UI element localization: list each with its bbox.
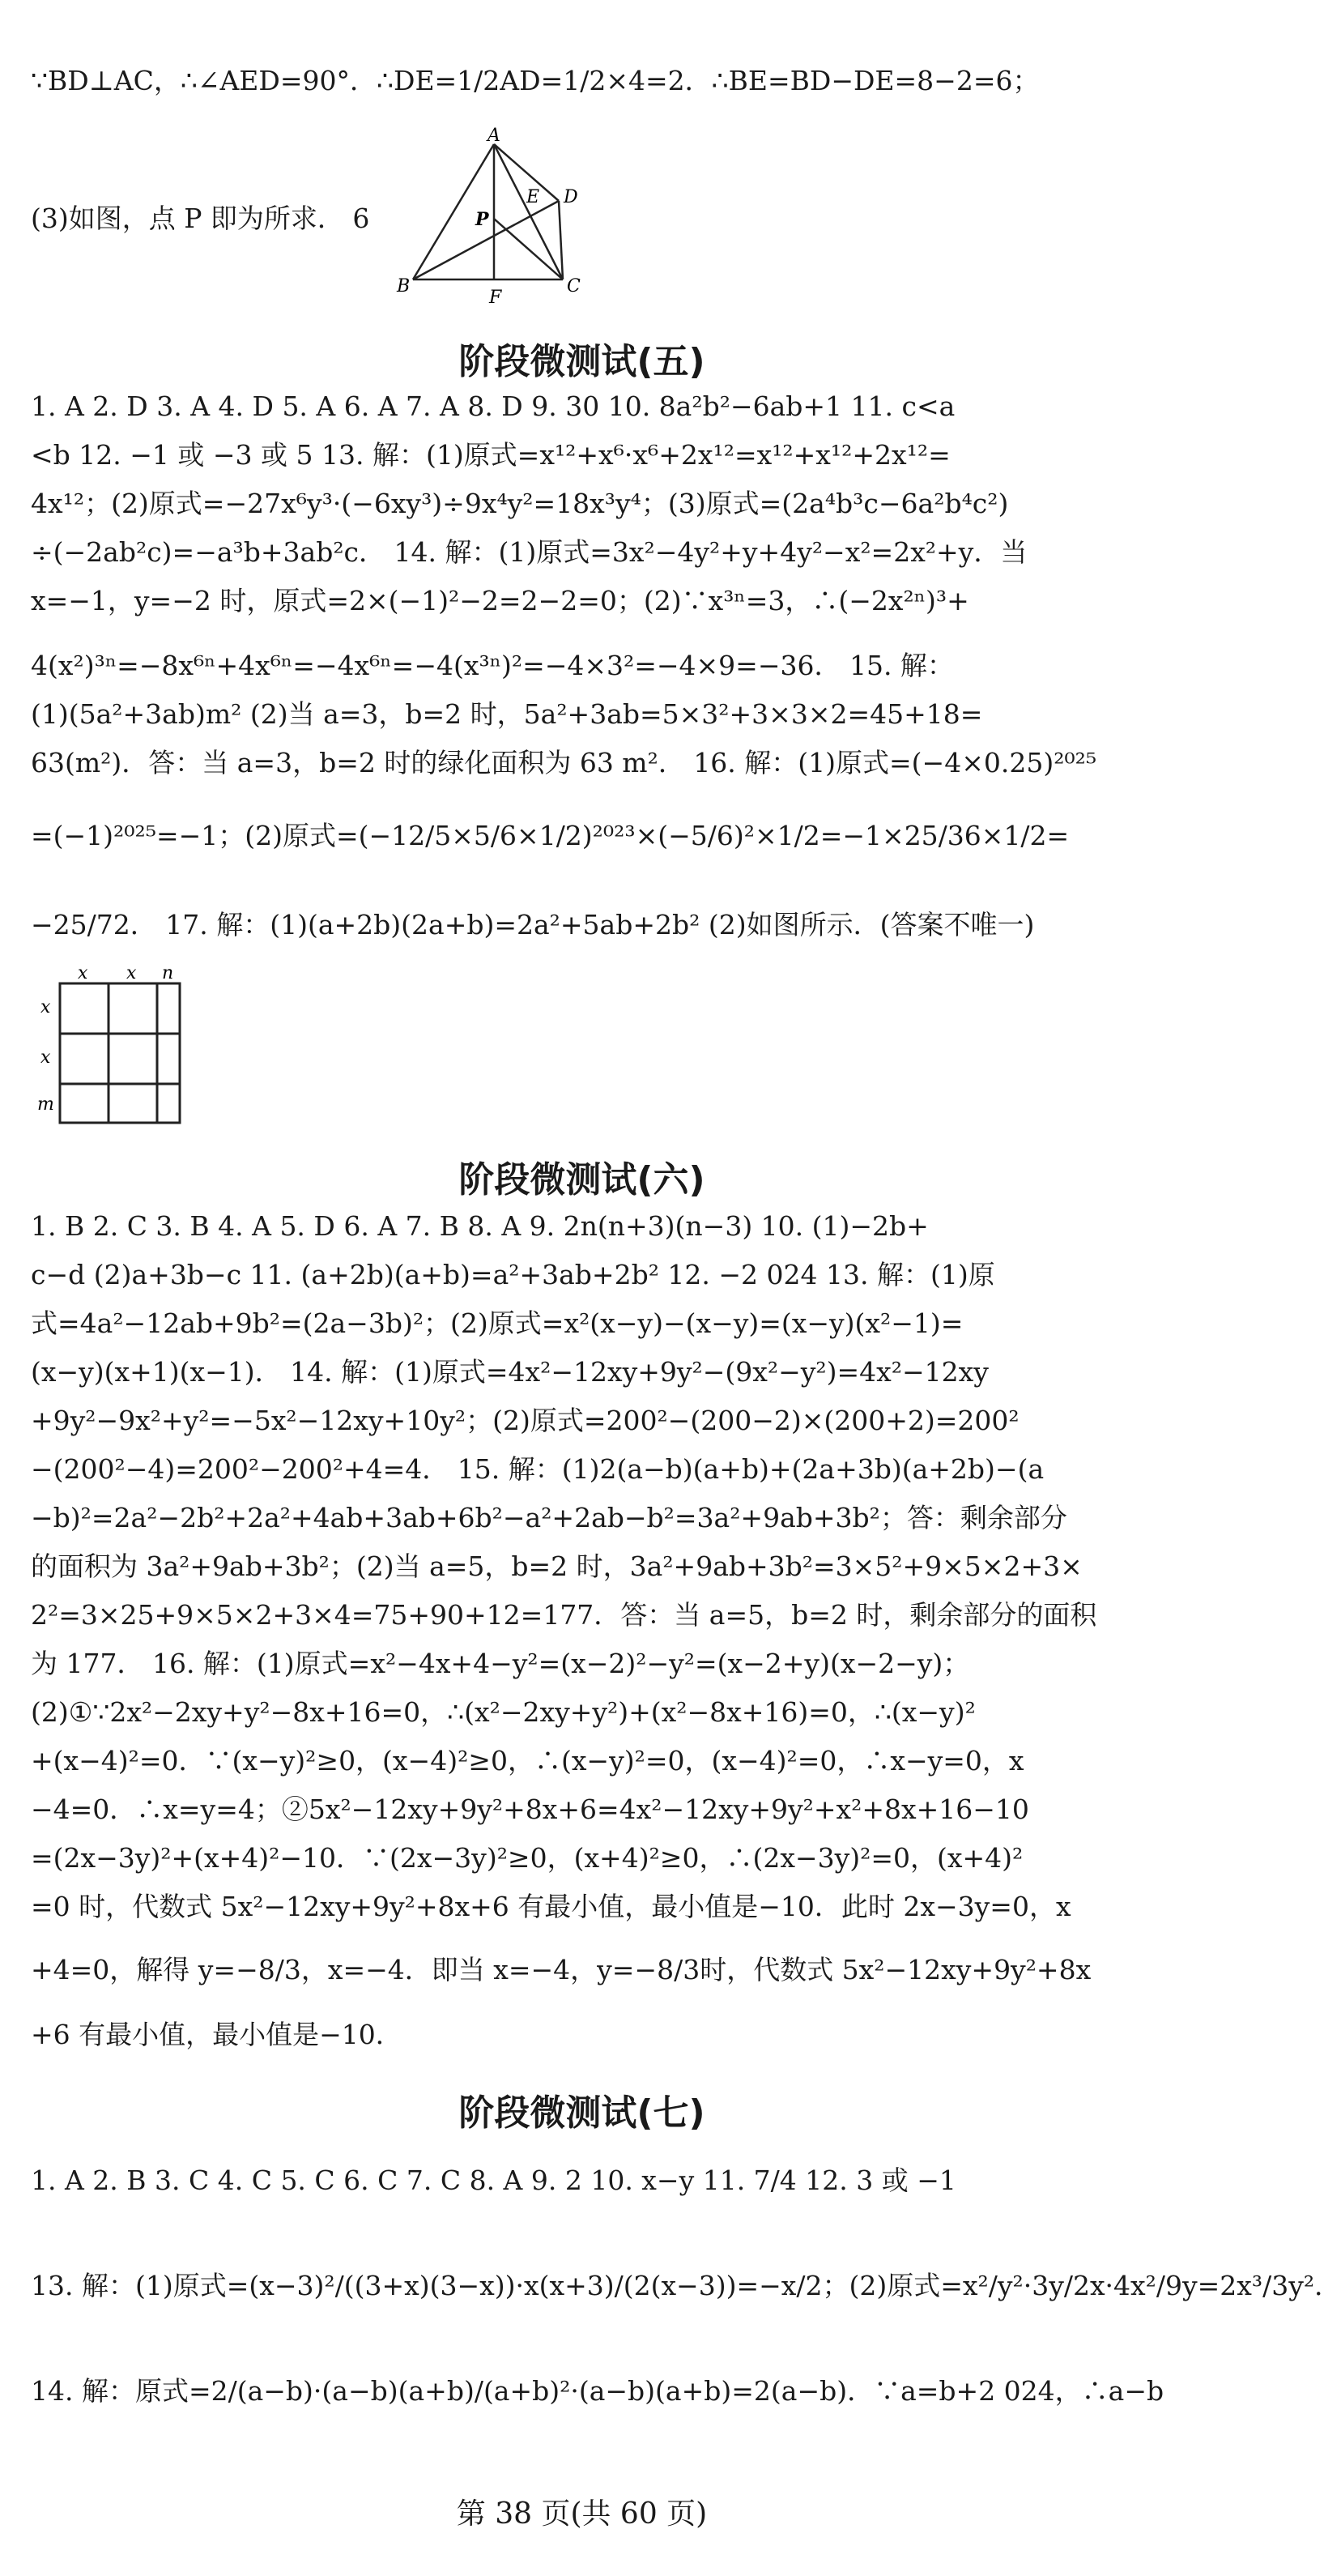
text-line: 14. 解：原式=2/(a−b)·(a−b)(a+b)/(a+b)²·(a−b)(a+b)=2(a−b)．∵a=b+2 024，∴a−b: [31, 2375, 1164, 2407]
text-line: ∵BD⊥AC，∴∠AED=90°．∴DE=1/2AD=1/2×4=2．∴BE=BD−DE=8−2=6；: [31, 65, 1040, 96]
text-line: +6 有最小值，最小值是−10．: [31, 2019, 402, 2050]
text-line: =(−1)²⁰²⁵=−1；(2)原式=(−12/5×5/6×1/2)²⁰²³×(−5/6)²×1/2=−1×25/36×1/2=: [31, 820, 1070, 851]
label-B: B: [397, 276, 411, 296]
text-line: 为 177． 16. 解：(1)原式=x²−4x+4−y²=(x−2)²−y²=(x−2+y)(x−2−y)；: [31, 1648, 970, 1679]
text-line: +(x−4)²=0．∵(x−y)²≥0，(x−4)²≥0，∴(x−y)²=0，(x−4)²=0，∴x−y=0，x: [31, 1745, 1024, 1776]
text-line: −(200²−4)=200²−200²+4=4． 15. 解：(1)2(a−b)(a+b)+(2a+3b)(a+2b)−(a: [31, 1453, 1045, 1485]
text-line: 4(x²)³ⁿ=−8x⁶ⁿ+4x⁶ⁿ=−4x⁶ⁿ=−4(x³ⁿ)²=−4×3²=−4×9=−36． 15. 解：: [31, 650, 954, 681]
section-title-5: 阶段微测试(五): [458, 341, 705, 382]
text-line: (2)①∵2x²−2xy+y²−8x+16=0，∴(x²−2xy+y²)+(x²−8x+16)=0，∴(x−y)²: [31, 1696, 976, 1728]
text-line: −4=0．∴x=y=4；②5x²−12xy+9y²+8x+6=4x²−12xy+9y²+x²+8x+16−10: [31, 1793, 1029, 1825]
grid-left-label: x: [40, 997, 51, 1017]
text-line: 63(m²)．答：当 a=3，b=2 时的绿化面积为 63 m²． 16. 解：(1)原式=(−4×0.25)²⁰²⁵: [31, 747, 1097, 778]
text-line: 1. A 2. B 3. C 4. C 5. C 6. C 7. C 8. A 9. 2 10. x−y 11. 7/4 12. 3 或 −1: [31, 2164, 956, 2196]
label-D: D: [564, 187, 578, 207]
grid-top-label: x: [78, 963, 88, 983]
text-line: 1. A 2. D 3. A 4. D 5. A 6. A 7. A 8. D 9. 30 10. 8a²b²−6ab+1 11. c<a: [31, 390, 956, 422]
geometry-figure: [397, 126, 599, 316]
grid-top-label: x: [126, 963, 137, 983]
text-line: x=−1，y=−2 时，原式=2×(−1)²−2=2−2=0；(2)∵x³ⁿ=3，∴(−2x²ⁿ)³+: [31, 585, 969, 616]
text-line: ÷(−2ab²c)=−a³b+3ab²c． 14. 解：(1)原式=3x²−4y²+y+4y²−x²=2x²+y．当: [31, 536, 1028, 568]
grid-top-label: n: [162, 963, 174, 983]
text-line: 2²=3×25+9×5×2+3×4=75+90+12=177．答：当 a=5，b=2 时，剩余部分的面积: [31, 1599, 1097, 1631]
text-line: −b)²=2a²−2b²+2a²+4ab+3ab+6b²−a²+2ab−b²=3a²+9ab+3b²；答：剩余部分: [31, 1502, 1067, 1533]
text-line: 13. 解：(1)原式=(x−3)²/((3+x)(3−x))·x(x+3)/(2(x−3))=−x/2；(2)原式=x²/y²·3y/2x·4x²/9y=2x³/3y²．: [31, 2270, 1341, 2301]
text-line: −25/72． 17. 解：(1)(a+2b)(2a+b)=2a²+5ab+2b² (2)如图所示．(答案不唯一): [31, 909, 1035, 940]
text-line: c−d (2)a+3b−c 11. (a+2b)(a+b)=a²+3ab+2b² 12. −2 024 13. 解：(1)原: [31, 1259, 995, 1290]
label-A: A: [487, 126, 500, 146]
text-line: (1)(5a²+3ab)m² (2)当 a=3，b=2 时，5a²+3ab=5×3²+3×3×2=45+18=: [31, 698, 983, 730]
label-F: F: [489, 288, 502, 308]
text-line: <b 12. −1 或 −3 或 5 13. 解：(1)原式=x¹²+x⁶·x⁶+2x¹²=x¹²+x¹²+2x¹²=: [31, 439, 951, 471]
text-line: 的面积为 3a²+9ab+3b²；(2)当 a=5，b=2 时，3a²+9ab+3b²=3×5²+9×5×2+3×: [31, 1550, 1083, 1582]
label-P: P: [475, 209, 489, 230]
page-footer: 第 38 页(共 60 页): [456, 2497, 708, 2531]
label-C: C: [567, 276, 581, 296]
grid-left-label: m: [37, 1094, 54, 1115]
section-title-6: 阶段微测试(六): [458, 1159, 705, 1201]
text-line: =0 时，代数式 5x²−12xy+9y²+8x+6 有最小值，最小值是−10．此时 2x−3y=0，x: [31, 1891, 1071, 1922]
text-line: +4=0，解得 y=−8/3，x=−4．即当 x=−4，y=−8/3时，代数式 5x²−12xy+9y²+8x: [31, 1954, 1092, 1985]
text-line: 1. B 2. C 3. B 4. A 5. D 6. A 7. B 8. A 9. 2n(n+3)(n−3) 10. (1)−2b+: [31, 1210, 929, 1242]
rectangle-grid-figure: [32, 964, 194, 1134]
section-title-7: 阶段微测试(七): [458, 2092, 705, 2134]
grid-left-label: x: [40, 1047, 51, 1068]
text-line: +9y²−9x²+y²=−5x²−12xy+10y²；(2)原式=200²−(200−2)×(200+2)=200²: [31, 1405, 1020, 1436]
text-line: 4x¹²；(2)原式=−27x⁶y³·(−6xy³)÷9x⁴y²=18x³y⁴；(3)原式=(2a⁴b³c−6a²b⁴c²): [31, 488, 1009, 519]
text-line: 式=4a²−12ab+9b²=(2a−3b)²；(2)原式=x²(x−y)−(x−y)=(x−y)(x²−1)=: [31, 1307, 964, 1339]
text-line: (x−y)(x+1)(x−1)． 14. 解：(1)原式=4x²−12xy+9y²−(9x²−y²)=4x²−12xy: [31, 1356, 989, 1388]
label-E: E: [526, 187, 540, 207]
part3-text: (3)如图，点 P 即为所求． 6: [31, 203, 370, 234]
text-line: =(2x−3y)²+(x+4)²−10．∵(2x−3y)²≥0，(x+4)²≥0，∴(2x−3y)²=0，(x+4)²: [31, 1842, 1024, 1874]
